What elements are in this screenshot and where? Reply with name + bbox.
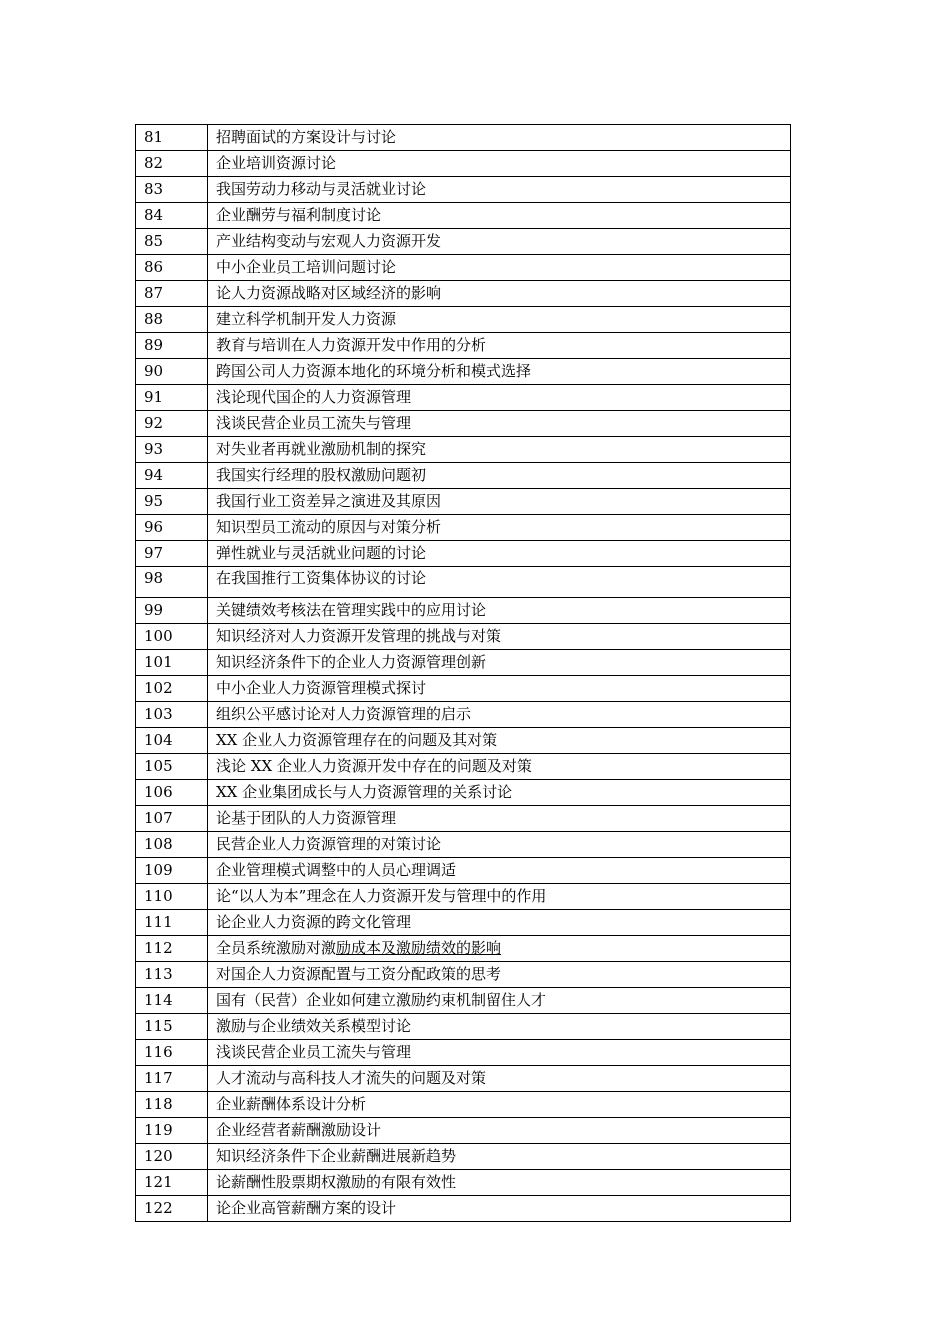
row-title: 浅论 XX 企业人力资源开发中存在的问题及对策 (208, 754, 791, 780)
row-title: 产业结构变动与宏观人力资源开发 (208, 229, 791, 255)
row-number: 91 (136, 385, 208, 411)
row-number: 96 (136, 515, 208, 541)
table-row (136, 598, 791, 624)
row-title: 论企业人力资源的跨文化管理 (208, 910, 791, 936)
table-row (136, 806, 791, 832)
row-number: 117 (136, 1066, 208, 1092)
table-row (136, 780, 791, 806)
table-row (136, 489, 791, 515)
table-row (136, 151, 791, 177)
row-number: 92 (136, 411, 208, 437)
row-number: 101 (136, 650, 208, 676)
table-row (136, 754, 791, 780)
table-row (136, 1014, 791, 1040)
table-row (136, 255, 791, 281)
table-row (136, 676, 791, 702)
row-title: 浅谈民营企业员工流失与管理 (208, 1040, 791, 1066)
row-title (208, 936, 791, 962)
table-row (136, 884, 791, 910)
table-row (136, 567, 791, 598)
table-row (136, 728, 791, 754)
row-title: 我国行业工资差异之演进及其原因 (208, 489, 791, 515)
row-title: 弹性就业与灵活就业问题的讨论 (208, 541, 791, 567)
table-row (136, 858, 791, 884)
table-row (136, 650, 791, 676)
row-title-part: 全员系统激励对激 (216, 939, 337, 957)
table-row (136, 1144, 791, 1170)
row-number: 104 (136, 728, 208, 754)
row-number: 95 (136, 489, 208, 515)
topics-table (135, 124, 791, 1222)
table-row (136, 125, 791, 151)
row-title: XX 企业人力资源管理存在的问题及其对策 (208, 728, 791, 754)
table-row (136, 411, 791, 437)
row-number: 103 (136, 702, 208, 728)
table-row (136, 1196, 791, 1222)
row-title: 浅论现代国企的人力资源管理 (208, 385, 791, 411)
row-title: 论薪酬性股票期权激励的有限有效性 (208, 1170, 791, 1196)
row-title: 激励与企业绩效关系模型讨论 (208, 1014, 791, 1040)
row-title-underlined-part: 励成本及激励绩效的影响 (336, 939, 502, 957)
row-title: 企业培训资源讨论 (208, 151, 791, 177)
row-number: 100 (136, 624, 208, 650)
row-title: 对失业者再就业激励机制的探究 (208, 437, 791, 463)
row-number: 114 (136, 988, 208, 1014)
row-number: 86 (136, 255, 208, 281)
row-title: 民营企业人力资源管理的对策讨论 (208, 832, 791, 858)
row-title: 企业管理模式调整中的人员心理调适 (208, 858, 791, 884)
row-number: 102 (136, 676, 208, 702)
row-number: 81 (136, 125, 208, 151)
row-title: 招聘面试的方案设计与讨论 (208, 125, 791, 151)
row-title: 论人力资源战略对区域经济的影响 (208, 281, 791, 307)
row-title: 关键绩效考核法在管理实践中的应用讨论 (208, 598, 791, 624)
row-number: 89 (136, 333, 208, 359)
row-title: 国有（民营）企业如何建立激励约束机制留住人才 (208, 988, 791, 1014)
row-title: 知识型员工流动的原因与对策分析 (208, 515, 791, 541)
row-number: 107 (136, 806, 208, 832)
table-row (136, 515, 791, 541)
row-number: 110 (136, 884, 208, 910)
row-title: 企业薪酬体系设计分析 (208, 1092, 791, 1118)
row-title: 对国企人力资源配置与工资分配政策的思考 (208, 962, 791, 988)
row-title: 建立科学机制开发人力资源 (208, 307, 791, 333)
row-title: 我国劳动力移动与灵活就业讨论 (208, 177, 791, 203)
table-row (136, 1092, 791, 1118)
row-title: 企业酬劳与福利制度讨论 (208, 203, 791, 229)
row-number: 115 (136, 1014, 208, 1040)
table-row (136, 541, 791, 567)
table-row (136, 1170, 791, 1196)
row-title: 论“以人为本”理念在人力资源开发与管理中的作用 (208, 884, 791, 910)
row-number: 97 (136, 541, 208, 567)
row-number: 108 (136, 832, 208, 858)
row-number: 85 (136, 229, 208, 255)
table-row (136, 437, 791, 463)
table-row (136, 385, 791, 411)
table-row (136, 359, 791, 385)
row-title: 组织公平感讨论对人力资源管理的启示 (208, 702, 791, 728)
row-number: 105 (136, 754, 208, 780)
row-title: 知识经济条件下企业薪酬进展新趋势 (208, 1144, 791, 1170)
row-title: 我国实行经理的股权激励问题初 (208, 463, 791, 489)
row-number: 106 (136, 780, 208, 806)
row-number: 121 (136, 1170, 208, 1196)
row-number: 87 (136, 281, 208, 307)
row-number: 120 (136, 1144, 208, 1170)
row-number: 118 (136, 1092, 208, 1118)
row-title: 人才流动与高科技人才流失的问题及对策 (208, 1066, 791, 1092)
row-number: 94 (136, 463, 208, 489)
row-number: 83 (136, 177, 208, 203)
table-row (136, 1066, 791, 1092)
row-title: 中小企业人力资源管理模式探讨 (208, 676, 791, 702)
row-title: 企业经营者薪酬激励设计 (208, 1118, 791, 1144)
table-row (136, 910, 791, 936)
row-title: 中小企业员工培训问题讨论 (208, 255, 791, 281)
table-row (136, 281, 791, 307)
row-title: 论企业高管薪酬方案的设计 (208, 1196, 791, 1222)
row-number: 84 (136, 203, 208, 229)
row-title: 知识经济对人力资源开发管理的挑战与对策 (208, 624, 791, 650)
table-row (136, 962, 791, 988)
row-number: 109 (136, 858, 208, 884)
row-number: 111 (136, 910, 208, 936)
table-row (136, 702, 791, 728)
row-title: 教育与培训在人力资源开发中作用的分析 (208, 333, 791, 359)
row-number: 93 (136, 437, 208, 463)
table-row (136, 988, 791, 1014)
row-title: 论基于团队的人力资源管理 (208, 806, 791, 832)
table-row (136, 1040, 791, 1066)
row-number: 116 (136, 1040, 208, 1066)
table-row (136, 333, 791, 359)
row-title: 跨国公司人力资源本地化的环境分析和模式选择 (208, 359, 791, 385)
row-title: 知识经济条件下的企业人力资源管理创新 (208, 650, 791, 676)
row-number: 122 (136, 1196, 208, 1222)
table-row (136, 463, 791, 489)
table-row (136, 229, 791, 255)
table-row (136, 203, 791, 229)
row-title: 浅谈民营企业员工流失与管理 (208, 411, 791, 437)
row-number: 119 (136, 1118, 208, 1144)
table-row (136, 832, 791, 858)
row-number: 82 (136, 151, 208, 177)
row-title: 在我国推行工资集体协议的讨论 (208, 567, 791, 598)
row-title: XX 企业集团成长与人力资源管理的关系讨论 (208, 780, 791, 806)
row-number: 112 (136, 936, 208, 962)
row-number: 113 (136, 962, 208, 988)
row-number: 88 (136, 307, 208, 333)
row-number: 98 (136, 567, 208, 598)
row-number: 90 (136, 359, 208, 385)
row-number: 99 (136, 598, 208, 624)
table-row (136, 936, 791, 962)
table-row (136, 177, 791, 203)
table-row (136, 1118, 791, 1144)
table-row (136, 624, 791, 650)
table-row (136, 307, 791, 333)
